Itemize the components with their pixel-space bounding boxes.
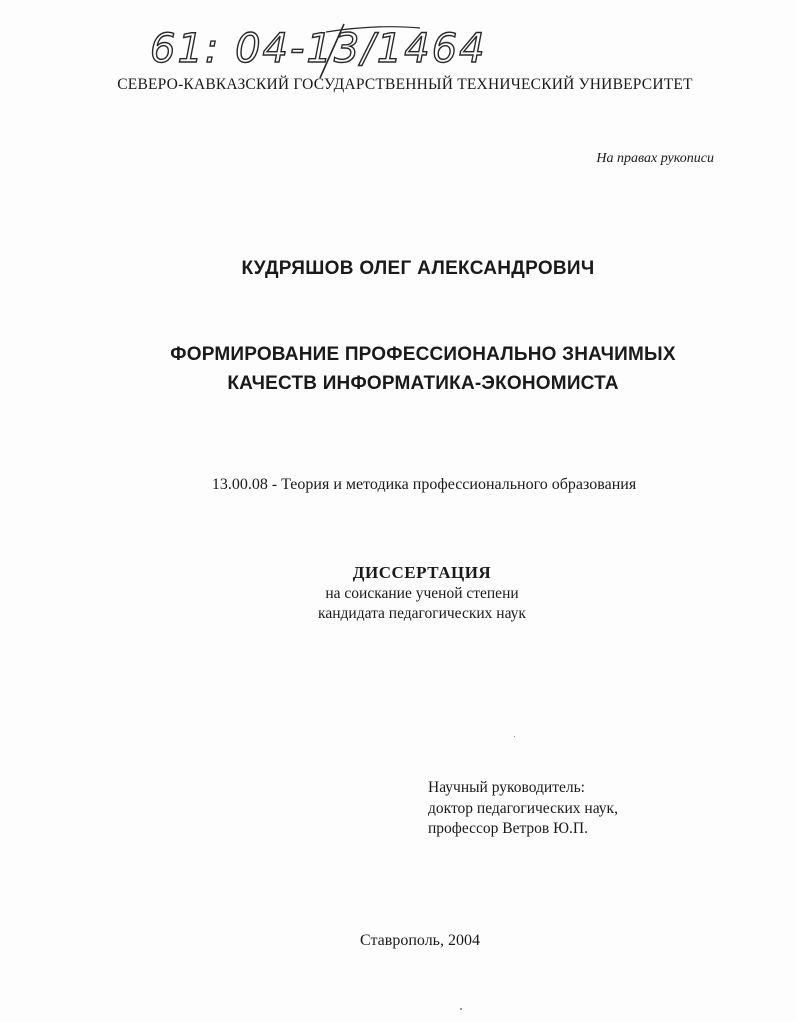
author-name: КУДРЯШОВ ОЛЕГ АЛЕКСАНДРОВИЧ [241,258,595,279]
dissertation-block [0,562,796,624]
advisor-line-2: доктор педагогических наук, [428,799,618,817]
handwritten-archive-mark [148,18,487,80]
title-line-1: ФОРМИРОВАНИЕ ПРОФЕССИОНАЛЬНО ЗНАЧИМЫХ [170,344,676,365]
degree-line-1: на соискание ученой степени [325,585,519,602]
advisor-line-3: профессор Ветров Ю.П. [428,820,588,837]
advisor-line-1: Научный руководитель: [428,779,585,796]
dissertation-label: ДИССЕРТАЦИЯ [352,563,492,582]
specialty-code: 13.00.08 - Теория и методика профессионального образования [211,476,637,493]
handwritten-mark-graphic [148,18,487,80]
scan-speck [514,736,515,737]
scan-speck [460,1008,462,1010]
advisor-block [428,778,618,840]
dissertation-title [0,340,796,398]
title-line-2: КАЧЕСТВ ИНФОРМАТИКА-ЭКОНОМИСТА [227,373,619,394]
university-name: СЕВЕРО-КАВКАЗСКИЙ ГОСУДАРСТВЕННЫЙ ТЕХНИЧЕСКИЙ УНИВЕРСИТЕТ [117,76,693,93]
city-year: Ставрополь, 2004 [360,932,480,949]
rights-note: На правах рукописи [596,151,714,166]
degree-line-2: кандидата педагогических наук [318,605,526,622]
handwritten-mark-text: 61: 04-13/1464 [150,26,487,72]
